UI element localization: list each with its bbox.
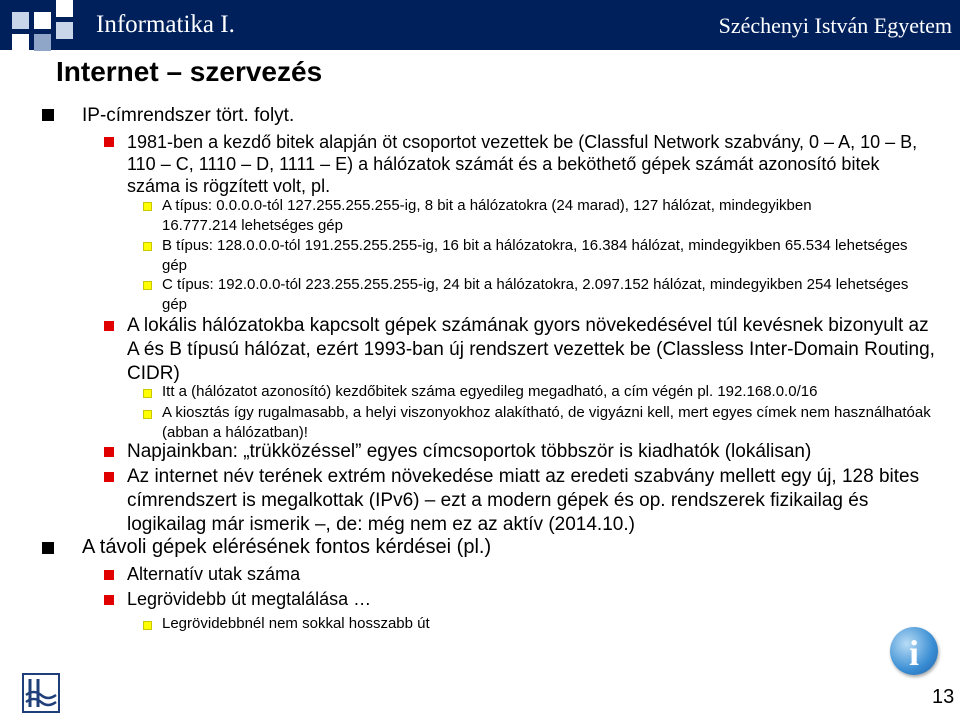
bullet-icon — [104, 321, 114, 331]
list-item: C típus: 192.0.0.0-tól 223.255.255.255-ig, 24 bit a hálózatokra, 2.097.152 hálózat, mindegyikben 254 lehetséges gép — [162, 276, 909, 313]
list-item: B típus: 128.0.0.0-tól 191.255.255.255-ig, 16 bit a hálózatokra, 16.384 hálózat, mindegyikben 65.534 lehetséges gép — [162, 237, 908, 274]
list-item: IP-címrendszer tört. folyt. — [82, 105, 295, 126]
bullet-icon — [104, 570, 114, 580]
list-item: Napjainkban: „trükközéssel” egyes címcsoportok többször is kiadhatók (lokálisan) — [127, 441, 812, 462]
slide-title: Internet – szervezés — [56, 56, 323, 87]
list-item: A típus: 0.0.0.0-tól 127.255.255.255-ig, 8 bit a hálózatokra (24 marad), 127 hálózat, mindegyikben 16.777.214 lehetséges gép — [162, 197, 812, 234]
bullet-icon — [42, 109, 54, 121]
course-title: Informatika I. — [96, 11, 235, 38]
list-item: Legrövidebbnél nem sokkal hosszabb út — [162, 615, 430, 632]
bullet-icon — [143, 242, 152, 251]
list-item: Az internet név terének extrém növekedése miatt az eredeti szabvány mellett egy új, 128 bites címrendszert is megalkottak (IPv6) – ezt a modern gépek és op. rendszerek fizikailag és logikailag már ismerik –, de: még nem ez az aktív (2014.10.) — [127, 466, 920, 535]
bullet-icon — [42, 542, 54, 554]
university-name: Széchenyi István Egyetem — [718, 13, 952, 38]
university-logo-icon — [22, 673, 60, 713]
bullet-icon — [104, 137, 114, 147]
bullet-icon — [143, 410, 152, 419]
list-item: Itt a (hálózatot azonosító) kezdőbitek száma egyedileg megadható, a cím végén pl. 192.168.0.0/16 — [162, 383, 818, 400]
bullet-icon — [104, 447, 114, 457]
bullet-icon — [143, 389, 152, 398]
header-bar — [0, 0, 960, 50]
bullet-icon — [143, 621, 152, 630]
decorative-squares — [0, 0, 90, 60]
list-item: Legrövidebb út megtalálása … — [127, 589, 372, 609]
list-item: A kiosztás így rugalmasabb, a helyi viszonyokhoz alakítható, de vigyázni kell, mert egyes címek nem használhatóak (abban a hálózatban)! — [162, 404, 931, 441]
bullet-icon — [143, 202, 152, 211]
list-item: 1981-ben a kezdő bitek alapján öt csoportot vezettek be (Classful Network szabvány, 0 – A, 10 – B, 110 – C, 1110 – D, 1111 – E) a hálózatok számát és a beköthető gépek számát azonosító bitek száma is rögzített volt, pl. — [127, 132, 918, 196]
info-icon[interactable] — [890, 627, 938, 675]
list-item: Alternatív utak száma — [127, 564, 301, 584]
bullet-icon — [104, 472, 114, 482]
bullet-icon — [104, 595, 114, 605]
info-icon-letter: i — [908, 633, 919, 673]
page-number: 13 — [932, 686, 955, 708]
bullet-icon — [143, 281, 152, 290]
list-item: A lokális hálózatokba kapcsolt gépek számának gyors növekedésével túl kevésnek bizonyult az A és B típusú hálózat, ezért 1993-ban új rendszert vezettek be (Classless Inter-Domain Routing, CIDR) — [127, 315, 935, 384]
list-item: A távoli gépek elérésének fontos kérdései (pl.) — [82, 536, 492, 558]
